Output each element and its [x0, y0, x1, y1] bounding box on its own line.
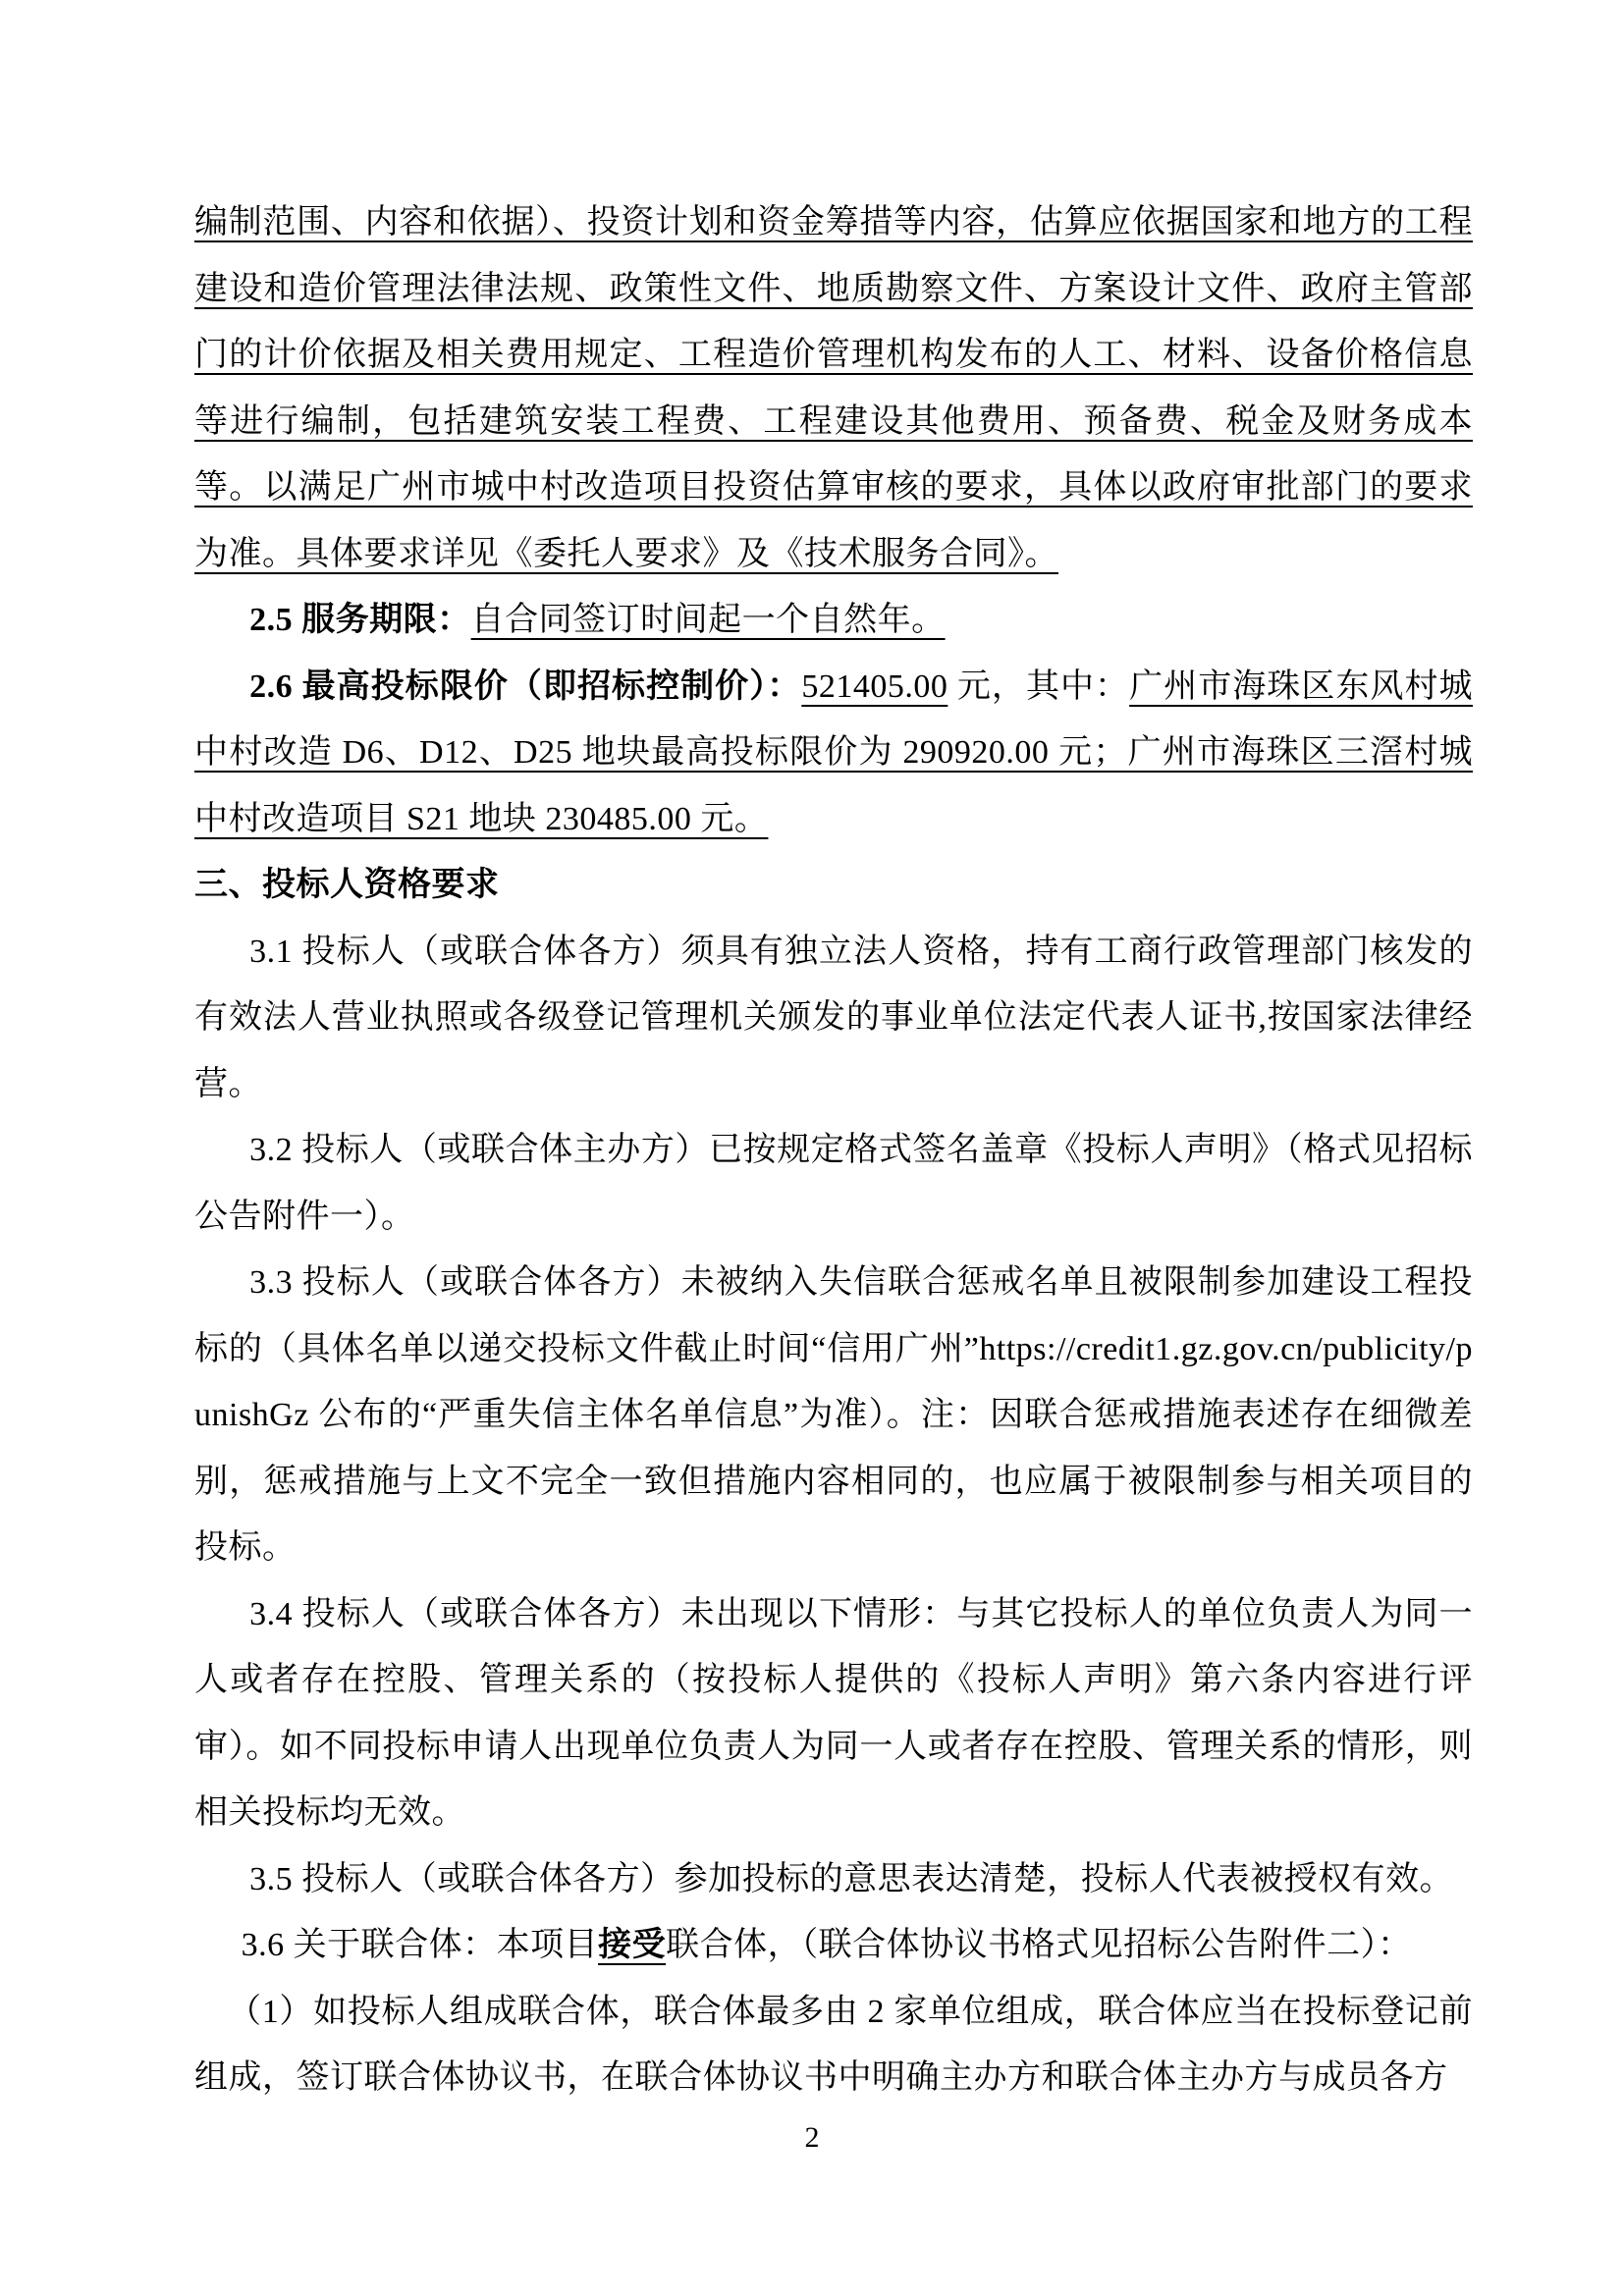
para-3-3-credit-list	[194, 1250, 1473, 1581]
para-2-6-max-bid-price-run-0: 2.6 最高投标限价（即招标控制价）：	[249, 667, 802, 705]
page-body	[194, 189, 1473, 2111]
para-2-6-max-bid-price-run-2: 元，其中：	[947, 667, 1130, 705]
heading-3-bidder-qualification	[194, 852, 1473, 919]
para-2-6-max-bid-price-run-1: 521405.00	[801, 667, 948, 705]
para-2-6-max-bid-price	[194, 654, 1473, 853]
para-2-5-service-period-run-1: 自合同签订时间起一个自然年。	[470, 602, 946, 638]
para-3-5-authorization	[194, 1846, 1473, 1913]
para-3-6-1-consortium-rule-run-0: （1）如投标人组成联合体，联合体最多由 2 家单位组成，联合体应当在投标登记前组成，签订联合体协议书，在联合体协议书中明确主办方和联合体主办方与成员各方	[194, 1993, 1473, 2096]
para-3-2-declaration-run-0: 3.2 投标人（或联合体主办方）已按规定格式签名盖章《投标人声明》（格式见招标公告附件一）。	[194, 1132, 1473, 1235]
heading-3-bidder-qualification-run-0: 三、投标人资格要求	[194, 867, 500, 903]
para-3-5-authorization-run-0: 3.5 投标人（或联合体各方）参加投标的意思表达清楚，投标人代表被授权有效。	[249, 1860, 1454, 1897]
para-3-1-legal-person-run-0: 3.1 投标人（或联合体各方）须具有独立法人资格，持有工商行政管理部门核发的有效法人营业执照或各级登记管理机关颁发的事业单位法定代表人证书,按国家法律经营。	[194, 933, 1473, 1102]
para-3-4-same-responsible-person-run-0: 3.4 投标人（或联合体各方）未出现以下情形：与其它投标人的单位负责人为同一人或者存在控股、管理关系的（按投标人提供的《投标人声明》第六条内容进行评审）。如不同投标申请人出现单位负责人为同一人或者存在控股、管理关系的情形，则相关投标均无效。	[194, 1595, 1473, 1831]
para-2-5-service-period-run-0: 2.5 服务期限：	[249, 602, 471, 638]
para-estimate-scope-continuation	[194, 189, 1473, 587]
para-3-4-same-responsible-person	[194, 1581, 1473, 1846]
page-number: 2	[804, 2121, 820, 2154]
para-estimate-scope-continuation-run-0: 编制范围、内容和依据）、投资计划和资金筹措等内容，估算应依据国家和地方的工程建设和造价管理法律法规、政策性文件、地质勘察文件、方案设计文件、政府主管部门的计价依据及相关费用规定、工程造价管理机构发布的人工、材料、设备价格信息等进行编制，包括建筑安装工程费、工程建设其他费用、预备费、税金及财务成本等。以满足广州市城中村改造项目投资估算审核的要求，具体以政府审批部门的要求为准。具体要求详见《委托人要求》及《技术服务合同》。	[194, 204, 1473, 572]
para-3-6-consortium-run-2: 联合体，（联合体协议书格式见招标公告附件二）：	[666, 1927, 1412, 1963]
para-3-3-credit-list-run-0: 3.3 投标人（或联合体各方）未被纳入失信联合惩戒名单且被限制参加建设工程投标的（具体名单以递交投标文件截止时间“信用广州”https://credit1.gz.gov.cn/publicity/punishGz 公布的“严重失信主体名单信息”为准）。注：因联合惩戒措施表述存在细微差别，惩戒措施与上文不完全一致但措施内容相同的，也应属于被限制参与相关项目的投标。	[194, 1264, 1473, 1566]
para-3-2-declaration	[194, 1117, 1473, 1250]
para-3-6-consortium-run-0: 3.6 关于联合体：本项目	[241, 1927, 599, 1963]
para-2-5-service-period	[194, 587, 1473, 654]
para-3-6-consortium	[194, 1912, 1473, 1979]
para-3-6-1-consortium-rule	[194, 1979, 1473, 2111]
para-3-6-consortium-run-1: 接受	[598, 1927, 667, 1963]
para-2-6-max-bid-price-run-3: 广州市海珠区东风村城中村改造 D6、D12、D25 地块最高投标限价为 290920.00 元；广州市海珠区三滘村城中村改造项目 S21 地块 230485.00 元。	[194, 667, 1474, 837]
para-3-1-legal-person	[194, 919, 1473, 1118]
